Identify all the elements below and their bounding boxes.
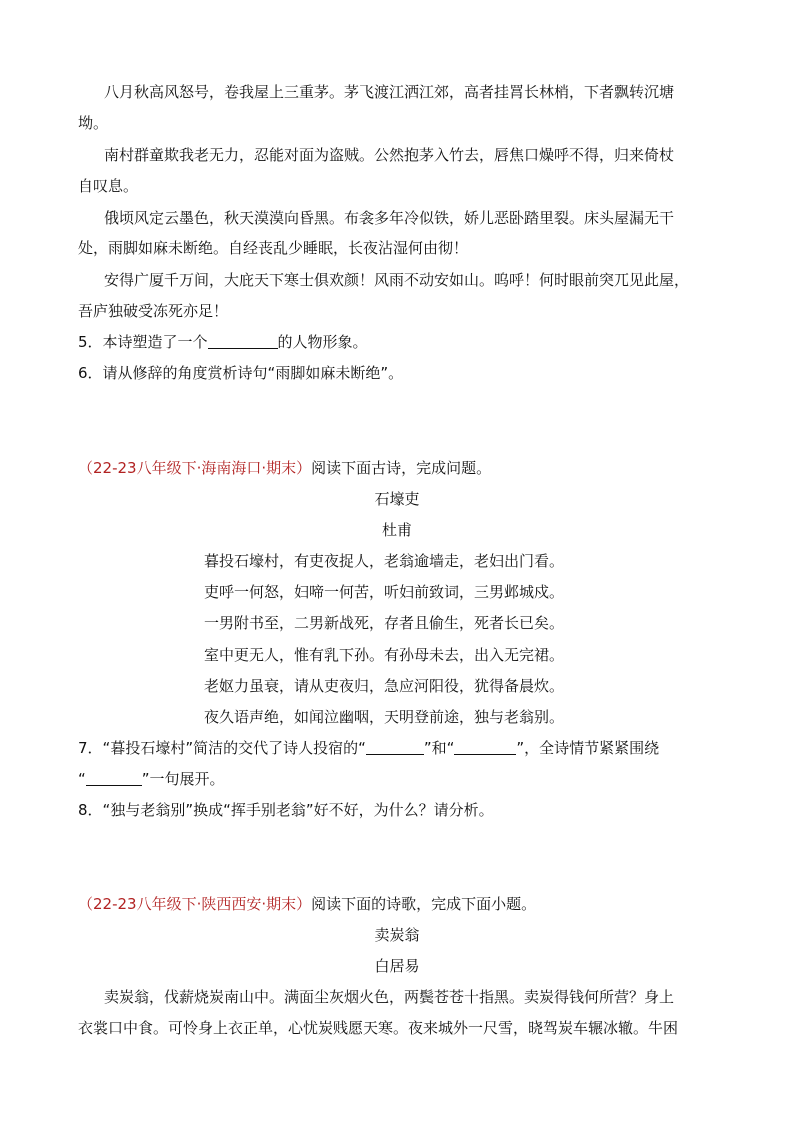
poem1-para4-line2: 吾庐独破受冻死亦足！ (78, 302, 229, 320)
answer-blank[interactable] (366, 740, 424, 755)
poem3-author: 白居易 (374, 957, 420, 975)
poem2-line: 一男附书至，二男新战死，存者且偷生，死者长已矣。 (204, 614, 565, 632)
answer-blank[interactable] (208, 334, 278, 349)
poem2-title: 石壕吏 (374, 490, 420, 508)
poem3-para-line1: 卖炭翁，伐薪烧炭南山中。满面尘灰烟火色，两鬓苍苍十指黑。卖炭得钱何所营？身上 (104, 988, 675, 1006)
poem2-author: 杜甫 (381, 521, 412, 539)
section3-source: （22-23八年级下·陕西西安·期末） (78, 895, 312, 913)
section3-header: （22-23八年级下·陕西西安·期末）阅读下面的诗歌，完成下面小题。 (78, 895, 537, 913)
question-7-cont: “ ”一句展开。 (78, 770, 225, 788)
poem2-line: 暮投石壕村，有吏夜捉人，老翁逾墙走，老妇出门看。 (204, 552, 565, 570)
poem2-line: 老妪力虽衰，请从吏夜归，急应河阳役，犹得备晨炊。 (204, 677, 565, 695)
answer-blank[interactable] (454, 740, 516, 755)
question-8: 8．“独与老翁别”换成“挥手别老翁”好不好，为什么？请分析。 (78, 801, 494, 819)
question-7: 7．“暮投石壕村”简洁的交代了诗人投宿的“ ”和“ ”，全诗情节紧紧围绕 (78, 739, 660, 757)
poem2-line: 吏呼一何怒，妇啼一何苦，听妇前致词，三男邺城戍。 (204, 583, 565, 601)
poem1-para3-line2: 处，雨脚如麻未断绝。自经丧乱少睡眠，长夜沾湿何由彻！ (78, 239, 469, 257)
answer-blank[interactable] (86, 771, 142, 786)
poem1-para1-line2: 坳。 (78, 114, 109, 132)
section2-header: （22-23八年级下·海南海口·期末）阅读下面古诗，完成问题。 (78, 459, 492, 477)
question-6: 6．请从修辞的角度赏析诗句“雨脚如麻未断绝”。 (78, 364, 404, 382)
poem1-para1-line1: 八月秋高风怒号，卷我屋上三重茅。茅飞渡江洒江郊，高者挂罥长林梢，下者飘转沉塘 (104, 83, 675, 101)
poem3-para-line2: 衣裳口中食。可怜身上衣正单，心忧炭贱愿天寒。夜来城外一尺雪，晓驾炭车辗冰辙。牛困 (78, 1019, 679, 1037)
poem2-line: 室中更无人，惟有乳下孙。有孙母未去，出入无完裙。 (204, 646, 565, 664)
poem1-para4-line1: 安得广厦千万间，大庇天下寒士俱欢颜！风雨不动安如山。呜呼！何时眼前突兀见此屋， (104, 271, 690, 289)
poem1-para2-line1: 南村群童欺我老无力，忍能对面为盗贼。公然抱茅入竹去，唇焦口燥呼不得，归来倚杖 (104, 146, 675, 164)
section2-source: （22-23八年级下·海南海口·期末） (78, 459, 312, 477)
poem3-title: 卖炭翁 (374, 926, 420, 944)
poem2-line: 夜久语声绝，如闻泣幽咽，天明登前途，独与老翁别。 (204, 708, 565, 726)
poem1-para2-line2: 自叹息。 (78, 177, 139, 195)
question-5: 5．本诗塑造了一个 的人物形象。 (78, 333, 368, 351)
poem1-para3-line1: 俄顷风定云墨色，秋天漠漠向昏黑。布衾多年冷似铁，娇儿恶卧踏里裂。床头屋漏无干 (104, 209, 675, 227)
